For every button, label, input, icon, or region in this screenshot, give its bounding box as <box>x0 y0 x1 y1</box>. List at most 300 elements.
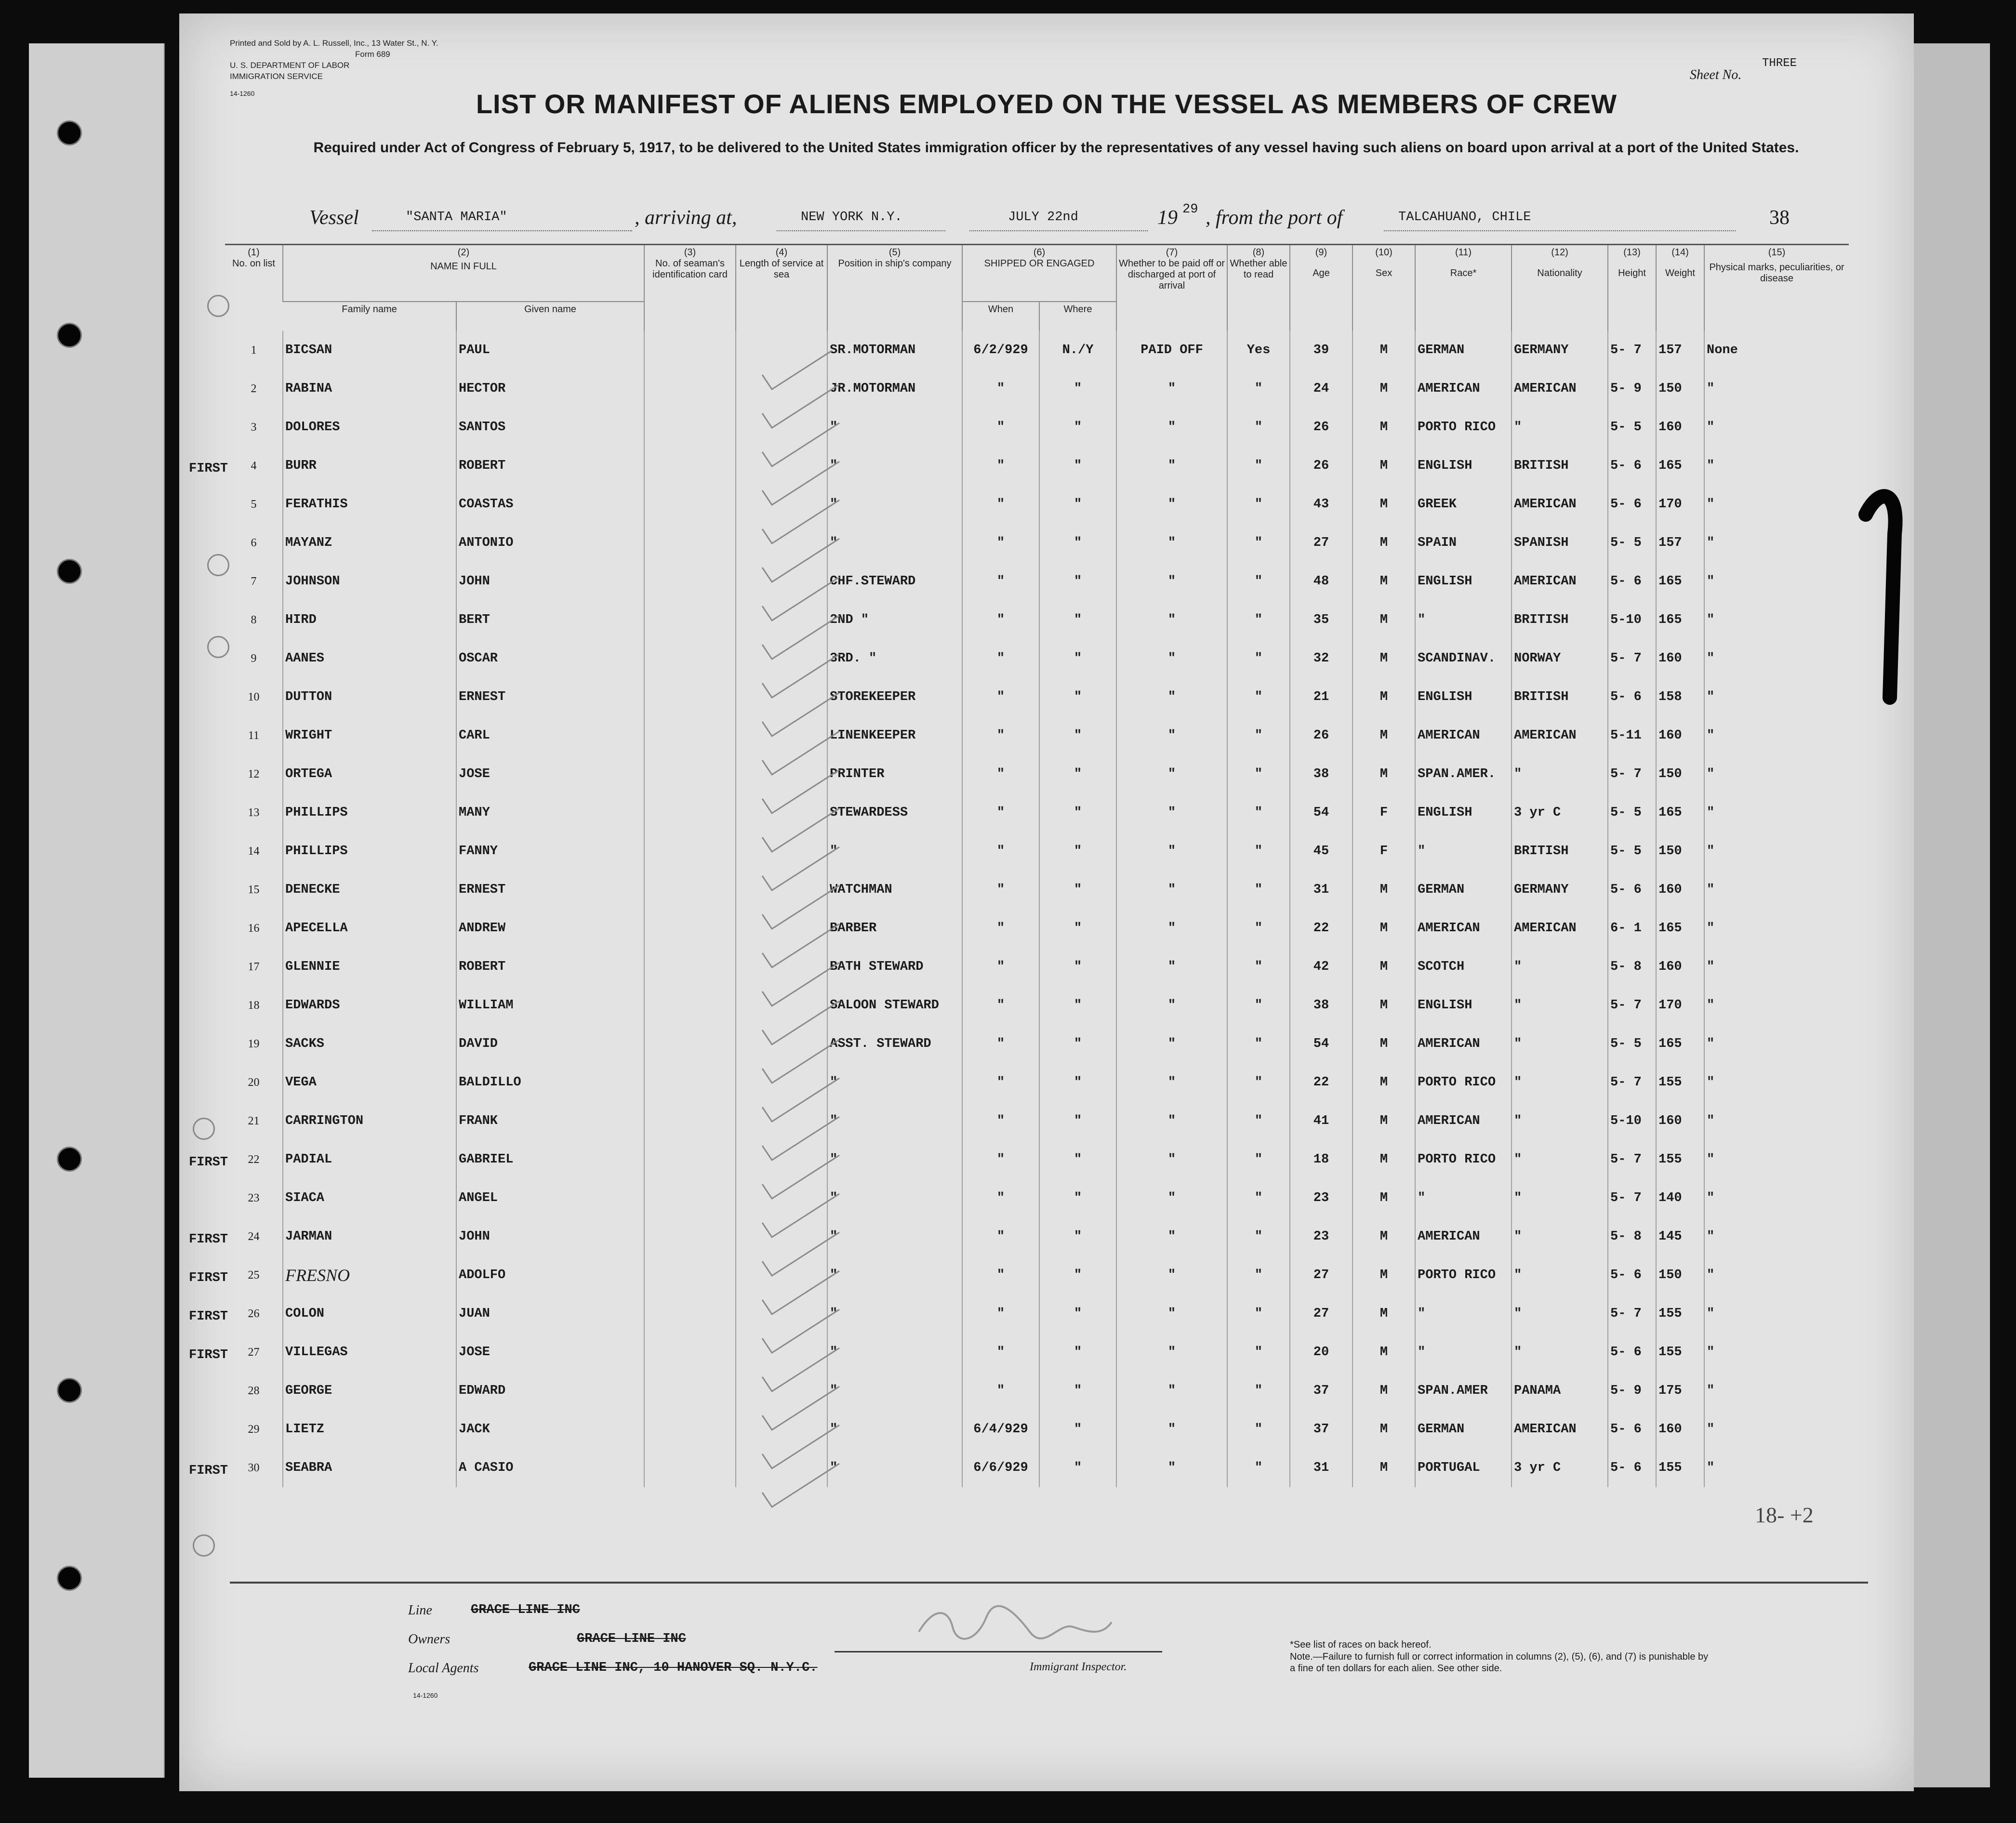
cell-height: 5- 7 <box>1608 1179 1656 1217</box>
cell-when: " <box>962 408 1039 447</box>
cell-no: 24 <box>248 1230 260 1243</box>
table-row <box>225 524 1849 562</box>
cell-given: BALDILLO <box>456 1063 644 1102</box>
cell-paid: " <box>1116 755 1227 793</box>
cell-read: " <box>1227 986 1290 1025</box>
cell-family: AANES <box>283 639 456 678</box>
cell-where: N./Y <box>1039 331 1116 370</box>
cell-no: 10 <box>248 690 260 703</box>
department-label: U. S. DEPARTMENT OF LABOR <box>230 61 350 70</box>
cell-nationality: 3 yr C <box>1512 793 1608 832</box>
cell-sex: M <box>1353 331 1415 370</box>
cell-weight: 175 <box>1656 1372 1704 1410</box>
cell-age: 35 <box>1290 601 1353 639</box>
table-row <box>225 1333 1849 1372</box>
cell-marks: None <box>1704 331 1849 370</box>
cell-height: 5-10 <box>1608 1102 1656 1140</box>
cell-height: 5- 6 <box>1608 1449 1656 1487</box>
cell-paid: " <box>1116 1295 1227 1333</box>
cell-height: 5- 8 <box>1608 948 1656 986</box>
service-cell <box>736 1410 827 1449</box>
cell-where: " <box>1039 1140 1116 1179</box>
cell-position: WATCHMAN <box>827 871 962 909</box>
binder-hole <box>57 1147 82 1172</box>
cell-position: ASST. STEWARD <box>827 1025 962 1063</box>
cell-when: " <box>962 1333 1039 1372</box>
cell-position: " <box>827 524 962 562</box>
service-cell <box>736 370 827 408</box>
cell-read: " <box>1227 408 1290 447</box>
cell-family: COLON <box>283 1295 456 1333</box>
arriving-place: NEW YORK N.Y. <box>801 210 902 225</box>
cell-age: 21 <box>1290 678 1353 716</box>
cell-marks: " <box>1704 678 1849 716</box>
col7-header: Whether to be paid off or discharged at port of arrival <box>1119 258 1225 291</box>
cell-read: " <box>1227 871 1290 909</box>
cell-sex: M <box>1353 485 1415 524</box>
cell-nationality: AMERICAN <box>1512 485 1608 524</box>
cell-family: DENECKE <box>283 871 456 909</box>
cell-height: 5- 5 <box>1608 408 1656 447</box>
id-card-cell <box>644 1217 736 1256</box>
service-cell <box>736 485 827 524</box>
cell-age: 54 <box>1290 1025 1353 1063</box>
cell-where: " <box>1039 1025 1116 1063</box>
cell-position: 2ND " <box>827 601 962 639</box>
cell-position: " <box>827 1063 962 1102</box>
cell-height: 5- 8 <box>1608 1217 1656 1256</box>
cell-race: " <box>1415 1295 1512 1333</box>
cell-height: 5- 6 <box>1608 1410 1656 1449</box>
cell-marks: " <box>1704 1449 1849 1487</box>
cell-given: PAUL <box>456 331 644 370</box>
service-cell <box>736 524 827 562</box>
cell-where: " <box>1039 793 1116 832</box>
cell-race: GERMAN <box>1415 1410 1512 1449</box>
col3-header: No. of seaman's identification card <box>652 258 728 280</box>
agents-label: Local Agents <box>408 1661 479 1676</box>
cell-when: " <box>962 562 1039 601</box>
table-row <box>225 408 1849 447</box>
cell-where: " <box>1039 1256 1116 1295</box>
cell-height: 5-11 <box>1608 716 1656 755</box>
cell-weight: 165 <box>1656 601 1704 639</box>
cell-where: " <box>1039 524 1116 562</box>
cell-age: 54 <box>1290 793 1353 832</box>
cell-position: BATH STEWARD <box>827 948 962 986</box>
table-row <box>225 755 1849 793</box>
cell-family: SACKS <box>283 1025 456 1063</box>
cell-sex: M <box>1353 1217 1415 1256</box>
id-card-cell <box>644 678 736 716</box>
binder-ring <box>207 636 229 658</box>
service-cell <box>736 1256 827 1295</box>
cell-paid: " <box>1116 1217 1227 1256</box>
cell-height: 5- 6 <box>1608 485 1656 524</box>
cell-paid: " <box>1116 447 1227 485</box>
where-header: Where <box>1063 304 1092 315</box>
cell-weight: 165 <box>1656 562 1704 601</box>
cell-when: " <box>962 755 1039 793</box>
binder-hole <box>57 1566 82 1591</box>
cell-given: ANTONIO <box>456 524 644 562</box>
cell-when: " <box>962 1372 1039 1410</box>
service-cell <box>736 1140 827 1179</box>
cell-weight: 145 <box>1656 1217 1704 1256</box>
table-row <box>225 986 1849 1025</box>
col1-number: (1) <box>248 247 260 258</box>
cell-paid: " <box>1116 1410 1227 1449</box>
cell-read: Yes <box>1227 331 1290 370</box>
cell-no: 28 <box>248 1384 260 1397</box>
col7-number: (7) <box>1166 247 1178 258</box>
cell-paid: " <box>1116 524 1227 562</box>
footer-form-number: 14-1260 <box>413 1691 438 1699</box>
col3-number: (3) <box>684 247 696 258</box>
id-card-cell <box>644 524 736 562</box>
cell-given: ADOLFO <box>456 1256 644 1295</box>
cell-nationality: 3 yr C <box>1512 1449 1608 1487</box>
cell-when: " <box>962 909 1039 948</box>
cell-marks: " <box>1704 1410 1849 1449</box>
cell-family: GEORGE <box>283 1372 456 1410</box>
cell-read: " <box>1227 601 1290 639</box>
cell-family: DOLORES <box>283 408 456 447</box>
cell-marks: " <box>1704 1063 1849 1102</box>
cell-read: " <box>1227 1295 1290 1333</box>
service-cell <box>736 1372 827 1410</box>
cell-race: ENGLISH <box>1415 678 1512 716</box>
cell-family: PHILLIPS <box>283 832 456 871</box>
col9-number: (9) <box>1315 247 1327 258</box>
cell-nationality: BRITISH <box>1512 832 1608 871</box>
page-subtitle: Required under Act of Congress of February 5, 1917, to be delivered to the United States immigration officer by the representatives of any vessel having such aliens on board upon arrival at a port of the United States. <box>313 140 1799 156</box>
col4-header: Length of service at sea <box>739 258 824 280</box>
cell-nationality: " <box>1512 1256 1608 1295</box>
cell-height: 5- 7 <box>1608 639 1656 678</box>
cell-family: MAYANZ <box>283 524 456 562</box>
races-note: *See list of races on back hereof. <box>1290 1639 1432 1650</box>
col9-header: Age <box>1313 268 1330 278</box>
table-row <box>225 1140 1849 1179</box>
cell-age: 39 <box>1290 331 1353 370</box>
cell-position: STEWARDESS <box>827 793 962 832</box>
id-card-cell <box>644 1179 736 1217</box>
cell-marks: " <box>1704 1372 1849 1410</box>
cell-position: " <box>827 1410 962 1449</box>
cell-no: 5 <box>251 498 257 511</box>
manifest-page <box>179 13 1914 1791</box>
cell-where: " <box>1039 1179 1116 1217</box>
cell-marks: " <box>1704 447 1849 485</box>
service-cell <box>736 948 827 986</box>
cell-weight: 158 <box>1656 678 1704 716</box>
cell-nationality: AMERICAN <box>1512 716 1608 755</box>
cell-no: 3 <box>251 421 257 434</box>
footer <box>230 1582 1868 1786</box>
cell-nationality: " <box>1512 1140 1608 1179</box>
cell-race: " <box>1415 1179 1512 1217</box>
binder-hole <box>57 120 82 145</box>
col8-number: (8) <box>1252 247 1265 258</box>
cell-sex: M <box>1353 1333 1415 1372</box>
cell-when: " <box>962 793 1039 832</box>
cell-sex: M <box>1353 1140 1415 1179</box>
cell-where: " <box>1039 408 1116 447</box>
service-cell <box>736 1102 827 1140</box>
cell-read: " <box>1227 370 1290 408</box>
cell-weight: 155 <box>1656 1333 1704 1372</box>
cell-sex: M <box>1353 1410 1415 1449</box>
cell-family: JARMAN <box>283 1217 456 1256</box>
cell-no: 30 <box>248 1461 260 1474</box>
cell-race: AMERICAN <box>1415 716 1512 755</box>
cell-race: PORTO RICO <box>1415 1063 1512 1102</box>
col2-header: NAME IN FULL <box>430 261 497 272</box>
cell-given: A CASIO <box>456 1449 644 1487</box>
when-header: When <box>988 304 1014 315</box>
cell-given: WILLIAM <box>456 986 644 1025</box>
sheet-value: THREE <box>1762 57 1797 70</box>
crew-rows <box>225 331 1849 1487</box>
cell-position: " <box>827 1179 962 1217</box>
cell-paid: " <box>1116 1063 1227 1102</box>
cell-weight: 160 <box>1656 1102 1704 1140</box>
cell-height: 5- 5 <box>1608 1025 1656 1063</box>
table-row <box>225 331 1849 370</box>
id-card-cell <box>644 716 736 755</box>
cell-nationality: PANAMA <box>1512 1372 1608 1410</box>
cell-read: " <box>1227 562 1290 601</box>
binder-hole <box>57 323 82 348</box>
first-note: FIRST <box>189 462 228 476</box>
service-cell <box>736 562 827 601</box>
year-suffix: 29 <box>1182 202 1198 217</box>
cell-position: " <box>827 1217 962 1256</box>
table-row <box>225 601 1849 639</box>
table-row <box>225 832 1849 871</box>
cell-read: " <box>1227 678 1290 716</box>
year-prefix: 19 <box>1157 207 1178 229</box>
cell-family: GLENNIE <box>283 948 456 986</box>
cell-marks: " <box>1704 1025 1849 1063</box>
agents-value: GRACE LINE INC, 10 HANOVER SQ. N.Y.C. <box>529 1661 818 1675</box>
cell-no: 22 <box>248 1153 260 1166</box>
cell-where: " <box>1039 986 1116 1025</box>
service-cell <box>736 871 827 909</box>
service-cell <box>736 1217 827 1256</box>
cell-family: DUTTON <box>283 678 456 716</box>
cell-sex: M <box>1353 408 1415 447</box>
cell-where: " <box>1039 1217 1116 1256</box>
id-card-cell <box>644 1449 736 1487</box>
cell-weight: 157 <box>1656 524 1704 562</box>
vessel-line <box>179 202 1914 240</box>
cell-read: " <box>1227 1140 1290 1179</box>
cell-race: SPAN.AMER. <box>1415 755 1512 793</box>
cell-height: 5-10 <box>1608 601 1656 639</box>
table-row <box>225 1372 1849 1410</box>
cell-age: 22 <box>1290 909 1353 948</box>
cell-age: 18 <box>1290 1140 1353 1179</box>
cell-weight: 155 <box>1656 1140 1704 1179</box>
back-page-edge <box>29 43 165 1778</box>
next-page-edge <box>1908 43 1990 1787</box>
cell-nationality: GERMANY <box>1512 331 1608 370</box>
cell-weight: 165 <box>1656 909 1704 948</box>
cell-given: JUAN <box>456 1295 644 1333</box>
cell-marks: " <box>1704 871 1849 909</box>
cell-race: SCANDINAV. <box>1415 639 1512 678</box>
id-card-cell <box>644 1140 736 1179</box>
cell-read: " <box>1227 1256 1290 1295</box>
cell-read: " <box>1227 909 1290 948</box>
cell-read: " <box>1227 485 1290 524</box>
inspector-label: Immigrant Inspector. <box>1030 1661 1127 1673</box>
cell-paid: " <box>1116 408 1227 447</box>
first-note: FIRST <box>189 1348 228 1362</box>
col5-number: (5) <box>889 247 901 258</box>
cell-position: BARBER <box>827 909 962 948</box>
cell-no: 4 <box>251 459 257 472</box>
cell-weight: 165 <box>1656 793 1704 832</box>
cell-weight: 165 <box>1656 1025 1704 1063</box>
id-card-cell <box>644 909 736 948</box>
service-cell <box>736 909 827 948</box>
service-cell <box>736 1025 827 1063</box>
cell-read: " <box>1227 1217 1290 1256</box>
cell-age: 26 <box>1290 408 1353 447</box>
owners-value: GRACE LINE INC <box>577 1632 686 1646</box>
cell-position: " <box>827 1372 962 1410</box>
table-row <box>225 1025 1849 1063</box>
table-row <box>225 1449 1849 1487</box>
cell-height: 5- 6 <box>1608 447 1656 485</box>
cell-when: " <box>962 986 1039 1025</box>
cell-no: 19 <box>248 1037 260 1050</box>
cell-race: " <box>1415 601 1512 639</box>
cell-paid: " <box>1116 793 1227 832</box>
cell-sex: M <box>1353 524 1415 562</box>
cell-paid: " <box>1116 601 1227 639</box>
table-row <box>225 871 1849 909</box>
cell-nationality: " <box>1512 1217 1608 1256</box>
col2-number: (2) <box>457 247 470 258</box>
cell-age: 37 <box>1290 1372 1353 1410</box>
cell-race: ENGLISH <box>1415 447 1512 485</box>
cell-given: EDWARD <box>456 1372 644 1410</box>
cell-given: ERNEST <box>456 678 644 716</box>
cell-sex: M <box>1353 909 1415 948</box>
col1-header: No. on list <box>232 258 275 269</box>
cell-given: OSCAR <box>456 639 644 678</box>
cell-read: " <box>1227 755 1290 793</box>
cell-marks: " <box>1704 601 1849 639</box>
service-cell <box>736 716 827 755</box>
table-row <box>225 716 1849 755</box>
service-cell <box>736 1333 827 1372</box>
cell-no: 9 <box>251 652 257 665</box>
cell-nationality: AMERICAN <box>1512 1410 1608 1449</box>
cell-no: 26 <box>248 1307 260 1320</box>
id-card-cell <box>644 1102 736 1140</box>
cell-when: " <box>962 447 1039 485</box>
cell-given: HECTOR <box>456 370 644 408</box>
table-row <box>225 1410 1849 1449</box>
cell-where: " <box>1039 1449 1116 1487</box>
cell-where: " <box>1039 1063 1116 1102</box>
cell-when: " <box>962 1256 1039 1295</box>
cell-height: 5- 6 <box>1608 678 1656 716</box>
cell-age: 31 <box>1290 871 1353 909</box>
col13-header: Height <box>1618 268 1646 278</box>
col5-header: Position in ship's company <box>838 258 952 269</box>
cell-family: BICSAN <box>283 331 456 370</box>
cell-race: PORTUGAL <box>1415 1449 1512 1487</box>
cell-age: 42 <box>1290 948 1353 986</box>
first-note: FIRST <box>189 1271 228 1285</box>
cell-given: CARL <box>456 716 644 755</box>
cell-height: 5- 7 <box>1608 1295 1656 1333</box>
service-cell <box>736 601 827 639</box>
cell-no: 1 <box>251 343 257 357</box>
cell-race: PORTO RICO <box>1415 408 1512 447</box>
cell-age: 38 <box>1290 986 1353 1025</box>
cell-family: EDWARDS <box>283 986 456 1025</box>
cell-family: ORTEGA <box>283 755 456 793</box>
cell-sex: F <box>1353 793 1415 832</box>
cell-read: " <box>1227 716 1290 755</box>
cell-given: DAVID <box>456 1025 644 1063</box>
cell-given: MANY <box>456 793 644 832</box>
cell-weight: 155 <box>1656 1295 1704 1333</box>
handwritten-mark <box>1856 476 1914 717</box>
cell-when: " <box>962 1102 1039 1140</box>
cell-height: 5- 7 <box>1608 1063 1656 1102</box>
id-card-cell <box>644 1256 736 1295</box>
cell-paid: " <box>1116 562 1227 601</box>
cell-position: " <box>827 1256 962 1295</box>
cell-when: " <box>962 1179 1039 1217</box>
table-row <box>225 1102 1849 1140</box>
cell-age: 43 <box>1290 485 1353 524</box>
cell-when: " <box>962 678 1039 716</box>
binder-ring <box>207 554 229 576</box>
cell-age: 41 <box>1290 1102 1353 1140</box>
cell-where: " <box>1039 871 1116 909</box>
id-card-cell <box>644 1333 736 1372</box>
id-card-cell <box>644 639 736 678</box>
cell-nationality: " <box>1512 1063 1608 1102</box>
cell-read: " <box>1227 447 1290 485</box>
cell-nationality: BRITISH <box>1512 447 1608 485</box>
cell-where: " <box>1039 447 1116 485</box>
cell-when: " <box>962 1295 1039 1333</box>
cell-where: " <box>1039 716 1116 755</box>
cell-sex: M <box>1353 1102 1415 1140</box>
cell-read: " <box>1227 1372 1290 1410</box>
id-card-cell <box>644 485 736 524</box>
cell-weight: 160 <box>1656 948 1704 986</box>
owners-label: Owners <box>408 1632 451 1647</box>
cell-race: SCOTCH <box>1415 948 1512 986</box>
cell-when: " <box>962 1063 1039 1102</box>
table-row <box>225 678 1849 716</box>
cell-paid: " <box>1116 1372 1227 1410</box>
col4-number: (4) <box>775 247 788 258</box>
cell-nationality: " <box>1512 986 1608 1025</box>
cell-given: SANTOS <box>456 408 644 447</box>
